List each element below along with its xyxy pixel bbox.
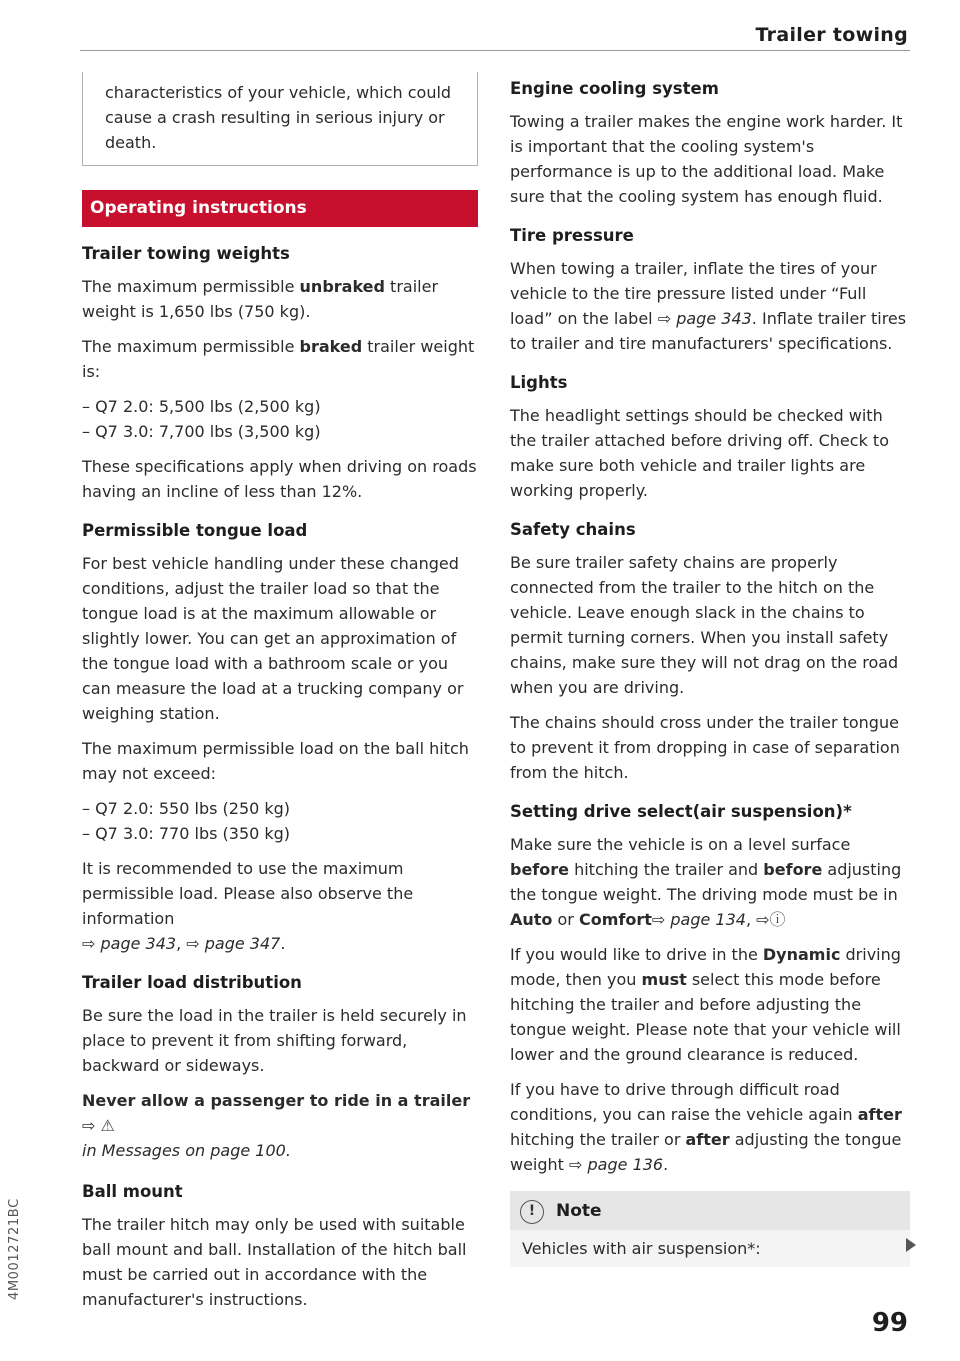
warning-triangle-icon: ⚠ <box>100 1116 115 1135</box>
paragraph-load-secure: Be sure the load in the trailer is held securely in place to prevent it from shifting forward, backward or sideways. <box>82 1006 467 1075</box>
page-ref-link[interactable]: ⇨ page 347 <box>186 934 281 953</box>
paragraph-chains-connect: Be sure trailer safety chains are properly connected from the trailer to the hitch on the vehicle. Leave enough slack in the chains to permit turning corners. When you install safety chains, make sure they will not drag on the road when you are driving. <box>510 553 899 697</box>
warning-box-tail <box>82 72 478 166</box>
page-ref-link[interactable]: ⇨ page 343 <box>82 934 177 953</box>
side-document-code: 4M0012721BC <box>7 1198 22 1300</box>
note-box <box>510 1191 910 1267</box>
page-ref-link[interactable]: ⇨ page 136 <box>569 1155 664 1174</box>
list-item: – Q7 3.0: 7,700 lbs (3,500 kg) <box>82 422 321 441</box>
paragraph-braked: The maximum permissible braked trailer weight is: <box>82 337 475 381</box>
heading-cooling: Engine cooling system <box>510 79 719 98</box>
paragraph-drive-select-dynamic: If you would like to drive in the Dynamic driving mode, then you must select this mode before hitching the trailer and before adjusting the tongue weight. Please note that your vehicle will lower and the ground clearance is reduced. <box>510 945 901 1064</box>
running-header-title: Trailer towing <box>755 24 908 46</box>
left-column <box>82 72 478 1322</box>
paragraph-incline: These specifications apply when driving on roads having an incline of less than 12%. <box>82 457 477 501</box>
note-title: Note <box>556 1201 602 1221</box>
paragraph-ball-mount: The trailer hitch may only be used with suitable ball mount and ball. Installation of the hitch ball must be carried out in accordance with the manufacturer's instructions. <box>82 1215 467 1309</box>
warning-tail-text: characteristics of your vehicle, which could cause a crash resulting in serious injury or death. <box>105 83 452 152</box>
note-header <box>510 1199 910 1230</box>
page-number: 99 <box>871 1308 908 1338</box>
page-ref-link[interactable]: in Messages on page 100. <box>82 1141 291 1160</box>
paragraph-tongue-approximation: For best vehicle handling under these changed conditions, adjust the trailer load so that the tongue load is at the maximum allowable or slightly lower. You can get an approximation of the tongue load with a bathroom scale or you can measure the load at a trucking company or weighing station. <box>82 554 464 723</box>
exclamation-circle-icon: ! <box>520 1200 544 1224</box>
page-ref-link[interactable]: ⇨ page 343 <box>657 309 752 328</box>
list-item: – Q7 2.0: 5,500 lbs (2,500 kg) <box>82 397 321 416</box>
paragraph-drive-select-level: Make sure the vehicle is on a level surface before hitching the trailer and before adjusting the tongue weight. The driving mode must be in Auto or Comfort⇨ page 134, ⇨ⓘ <box>510 835 902 929</box>
paragraph-tire-pressure: When towing a trailer, inflate the tires of your vehicle to the tire pressure listed under “Full load” on the label ⇨ page 343. Inflate trailer tires to trailer and tire manufacturers' specifications. <box>510 259 907 353</box>
paragraph-lights: The headlight settings should be checked with the trailer attached before driving off. Check to make sure both vehicle and trailer lights are working properly. <box>510 406 889 500</box>
continue-arrow-icon <box>906 1238 916 1252</box>
section-title-operating-instructions: Operating instructions <box>82 190 478 227</box>
header-rule <box>80 50 910 51</box>
page-ref-link[interactable]: ⇨ page 134 <box>651 910 746 929</box>
heading-safety-chains: Safety chains <box>510 520 636 539</box>
paragraph-ball-hitch-max: The maximum permissible load on the ball hitch may not exceed: <box>82 739 469 783</box>
braked-weight-list <box>82 394 478 444</box>
heading-towing-weights: Trailer towing weights <box>82 244 290 263</box>
heading-tongue-load: Permissible tongue load <box>82 521 308 540</box>
heading-load-distribution: Trailer load distribution <box>82 973 302 992</box>
note-info-icon: ⓘ <box>769 910 786 929</box>
tongue-load-list <box>82 796 478 846</box>
list-item: – Q7 2.0: 550 lbs (250 kg) <box>82 799 291 818</box>
paragraph-passenger-warning: Never allow a passenger to ride in a trailer ⇨ ⚠ in Messages on page 100. <box>82 1091 471 1160</box>
paragraph-unbraked: The maximum permissible unbraked trailer weight is 1,650 lbs (750 kg). <box>82 277 439 321</box>
note-text: Vehicles with air suspension*: <box>510 1230 910 1267</box>
heading-tire-pressure: Tire pressure <box>510 226 634 245</box>
heading-ball-mount: Ball mount <box>82 1182 183 1201</box>
paragraph-cooling: Towing a trailer makes the engine work harder. It is important that the cooling system's performance is up to the additional load. Make sure that the cooling system has enough fluid. <box>510 112 903 206</box>
paragraph-chains-cross: The chains should cross under the trailer tongue to prevent it from dropping in case of separation from the hitch. <box>510 713 900 782</box>
paragraph-recommended-load: It is recommended to use the maximum permissible load. Please also observe the information ⇨ page 343, ⇨ page 347. <box>82 859 414 953</box>
paragraph-drive-select-raise: If you have to drive through difficult road conditions, you can raise the vehicle again after hitching the trailer or after adjusting the tongue weight ⇨ page 136. <box>510 1080 902 1174</box>
heading-lights: Lights <box>510 373 568 392</box>
list-item: – Q7 3.0: 770 lbs (350 kg) <box>82 824 291 843</box>
right-column <box>510 76 910 1267</box>
heading-drive-select: Setting drive select(air suspension)* <box>510 802 852 821</box>
